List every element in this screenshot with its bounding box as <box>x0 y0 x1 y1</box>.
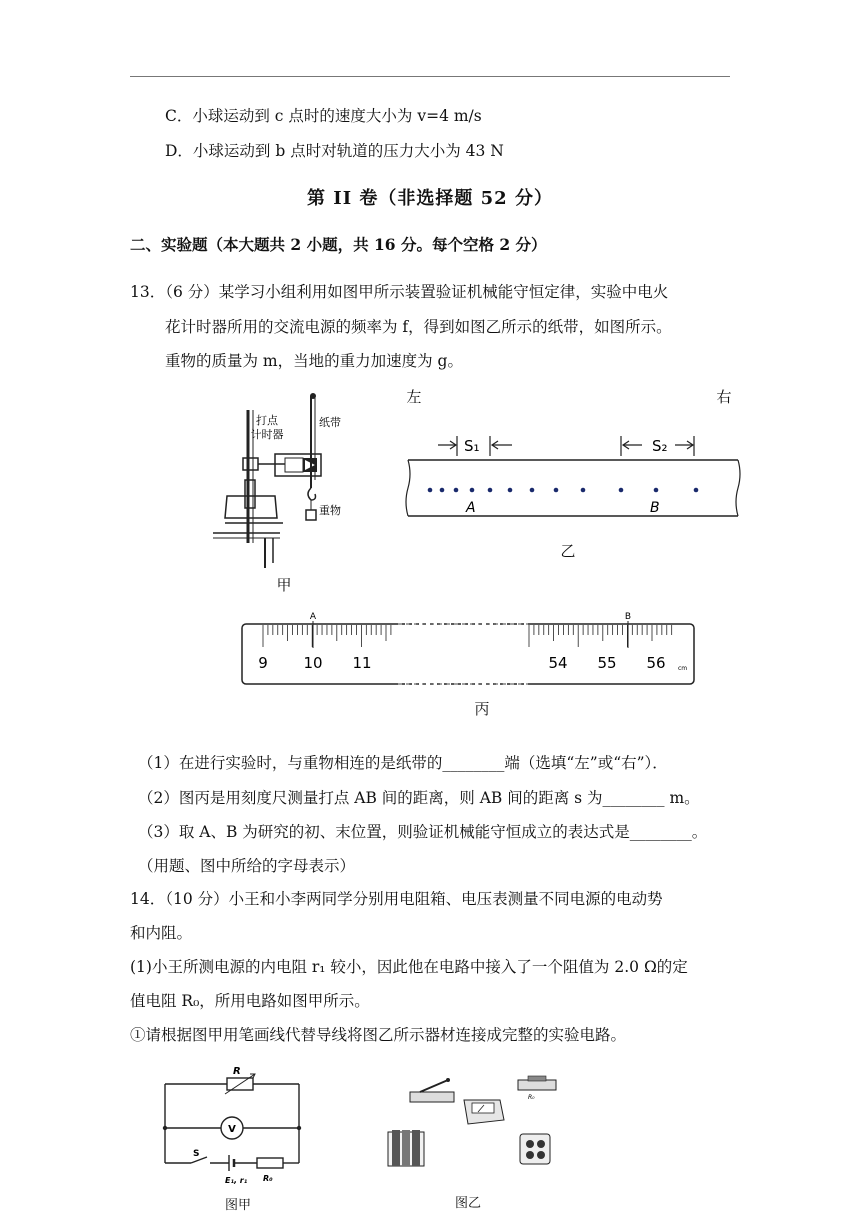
ruler-tick-11: 11 <box>352 654 372 672</box>
figure-equipment <box>380 1070 580 1175</box>
ruler-tick-54: 54 <box>548 654 568 672</box>
q13-line1: 13．（6 分）某学习小组利用如图甲所示装置验证机械能守恒定律，实验中电火 <box>130 283 669 301</box>
tape-point-a: A <box>466 500 476 516</box>
circuit-label-r: R <box>233 1066 241 1077</box>
ruler-unit: cm <box>678 665 688 672</box>
tape-point-b: B <box>650 500 660 516</box>
tape-left-label: 左 <box>406 388 422 406</box>
equipment-label-r0: R₀ <box>528 1094 535 1101</box>
resistor-r0-equipment <box>518 1076 556 1090</box>
circuit-label-s: S <box>193 1149 200 1159</box>
q13-sub3-note: （用题、图中所给的字母表示） <box>138 857 356 875</box>
figure-paper-tape <box>400 420 745 530</box>
tape-label: 纸带 <box>319 416 341 429</box>
q13-line2: 花计时器所用的交流电源的频率为 f，得到如图乙所示的纸带，如图所示。 <box>165 318 672 336</box>
q13-line3: 重物的质量为 m，当地的重力加速度为 g。 <box>165 352 463 370</box>
resistance-box-equipment <box>520 1134 550 1164</box>
figure-apparatus <box>205 388 365 588</box>
figure-circuit <box>155 1062 315 1185</box>
ruler-tick-56: 56 <box>646 654 666 672</box>
option-d: D．小球运动到 b 点时对轨道的压力大小为 43 N <box>165 142 504 160</box>
q14-line1: 14．（10 分）小王和小李两同学分别用电阻箱、电压表测量不同电源的电动势 <box>130 890 663 908</box>
ruler-tick-9: 9 <box>258 654 268 672</box>
fig-jia-caption: 甲 <box>276 576 292 594</box>
fig-bing-caption: 丙 <box>474 700 490 718</box>
q14-sub1-line1: (1)小王所测电源的内电阻 r₁ 较小，因此他在电路中接入了一个阻值为 2.0 Ω的定 <box>130 958 688 976</box>
ruler-mark-a: A <box>309 612 317 622</box>
s1-label: S₁ <box>464 437 480 455</box>
q13-sub1: （1）在进行实验时，与重物相连的是纸带的________端（选填“左”或“右”）． <box>138 754 668 772</box>
q14-task: ①请根据图甲用笔画线代替导线将图乙所示器材连接成完整的实验电路。 <box>130 1026 627 1044</box>
circuit-fig-jia-caption: 图甲 <box>224 1198 251 1213</box>
circuit-label-v: V <box>228 1124 236 1135</box>
circuit-label-e: E₁, r₁ <box>225 1176 248 1185</box>
switch-equipment <box>410 1078 454 1102</box>
fig-yi-caption: 乙 <box>560 542 576 560</box>
s2-label: S₂ <box>652 437 668 455</box>
ruler-mark-b: B <box>624 612 632 622</box>
option-c: C．小球运动到 c 点时的速度大小为 v=4 m/s <box>165 107 482 125</box>
q13-sub3: （3）取 A、B 为研究的初、末位置，则验证机械能守恒成立的表达式是________。 <box>138 823 708 841</box>
figure-ruler <box>238 610 698 690</box>
q13-sub2: （2）图丙是用刻度尺测量打点 AB 间的距离，则 AB 间的距离 s 为________ m。 <box>138 789 700 807</box>
circuit-label-r0: R₀ <box>263 1174 273 1183</box>
battery-equipment <box>388 1130 424 1166</box>
header-rule <box>130 76 730 77</box>
section2-heading: 二、实验题（本大题共 2 小题，共 16 分。每个空格 2 分） <box>130 235 547 254</box>
voltmeter-equipment <box>464 1100 504 1124</box>
q14-line2: 和内阻。 <box>130 924 193 942</box>
timer-label-2: 计时器 <box>250 428 284 441</box>
timer-label-1: 打点 <box>256 414 278 427</box>
ruler-tick-10: 10 <box>303 654 323 672</box>
equipment-fig-yi-caption: 图乙 <box>454 1196 481 1211</box>
q14-sub1-line2: 值电阻 R₀，所用电路如图甲所示。 <box>130 992 370 1010</box>
part2-title: 第 II 卷（非选择题 52 分） <box>307 188 553 209</box>
weight-label: 重物 <box>319 504 341 517</box>
tape-right-label: 右 <box>716 388 732 406</box>
ruler-tick-55: 55 <box>597 654 617 672</box>
